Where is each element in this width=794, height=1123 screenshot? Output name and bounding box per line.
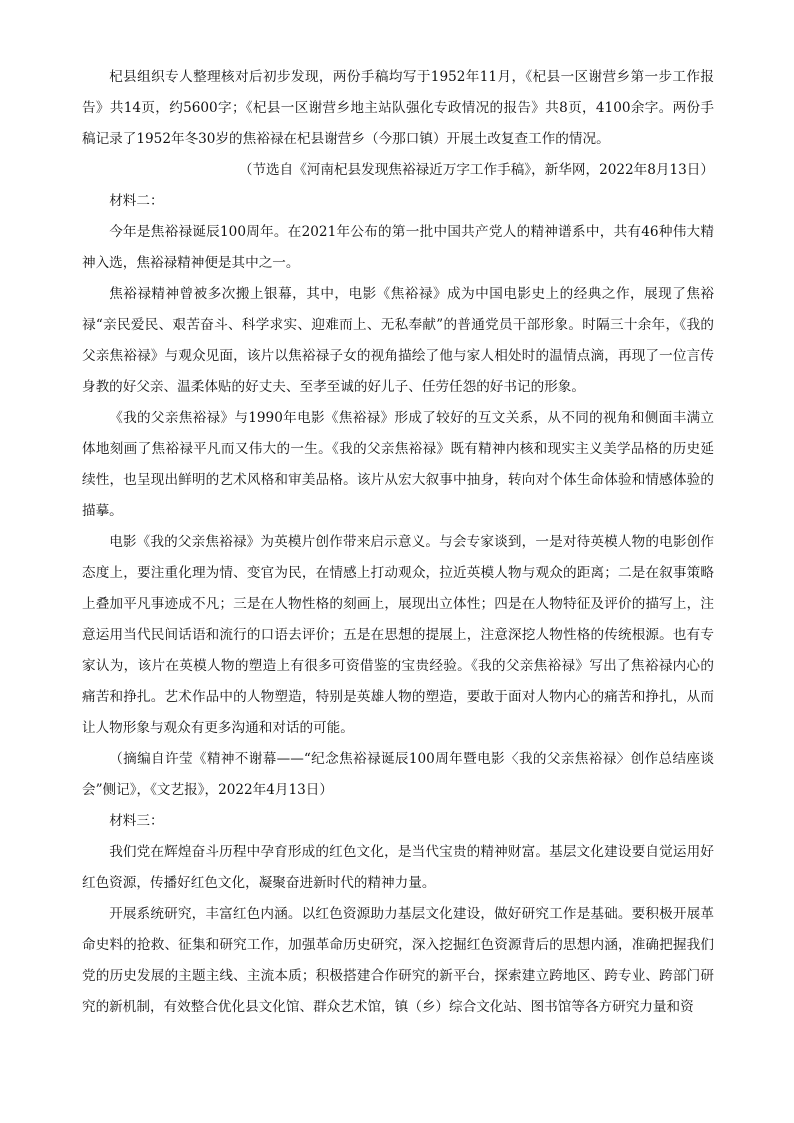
paragraph-systematic-research: 开展系统研究，丰富红色内涵。以红色资源助力基层文化建设，做好研究工作是基础。要积极开展革命史料的抢救、征集和研究工作，加强革命历史研究，深入挖掘红色资源背后的思想内涵，准确把握我们党的历史发展的主题主线、主流本质；积极搭建合作研究的新平台，探索建立跨地区、跨专业、跨部门研究的新机制，有效整合优化县文化馆、群众艺术馆，镇（乡）综合文化站、图书馆等各方研究力量和资 bbox=[82, 906, 714, 1015]
paragraph-film-history: 焦裕禄精神曾被多次搬上银幕，其中，电影《焦裕禄》成为中国电影史上的经典之作，展现了焦裕禄“亲民爱民、艰苦奋斗、科学求实、迎难而上、无私奉献”的普通党员干部形象。时隔三十余年，《我的父亲焦裕禄》与观众见面，该片以焦裕禄子女的视角描绘了他与家人相处时的温情点滴，再现了一位言传身教的好父亲、温柔体贴的好丈夫、至孝至诚的好儿子、任劳任怨的好书记的形象。 bbox=[82, 286, 714, 395]
source-citation-material-one: （节选自《河南杞县发现焦裕禄近万字工作手稿》，新华网，2022年8月13日） bbox=[238, 162, 714, 178]
paragraph-expert-views: 电影《我的父亲焦裕禄》为英模片创作带来启示意义。与会专家谈到，一是对待英模人物的电影创作态度上，要注重化理为情、变官为民，在情感上打动观众，拉近英模人物与观众的距离；二是在叙事策略上叠加平凡事迹成不凡；三是在人物性格的刻画上，展现出立体性；四是在人物特征及评价的描写上，注意运用当代民间话语和流行的口语去评价；五是在思想的提展上，注意深挖人物性格的传统根源。也有专家认为，该片在英模人物的塑造上有很多可资借鉴的宝贵经验。《我的父亲焦裕禄》写出了焦裕禄内心的痛苦和挣扎。艺术作品中的人物塑造，特别是英雄人物的塑造，要敢于面对人物内心的痛苦和挣扎，从而让人物形象与观众有更多沟通和对话的可能。 bbox=[82, 534, 714, 736]
paragraph-centenary: 今年是焦裕禄诞辰100周年。在2021年公布的第一批中国共产党人的精神谱系中，共有46种伟大精神入选，焦裕禄精神便是其中之一。 bbox=[82, 224, 714, 271]
material-two-label: 材料二： bbox=[109, 193, 164, 209]
paragraph-intertextuality: 《我的父亲焦裕禄》与1990年电影《焦裕禄》形成了较好的互文关系，从不同的视角和侧面丰满立体地刻画了焦裕禄平凡而又伟大的一生。《我的父亲焦裕禄》既有精神内核和现实主义美学品格的历史延续性，也呈现出鲜明的艺术风格和审美品格。该片从宏大叙事中抽身，转向对个体生命体验和情感体验的描摹。 bbox=[82, 410, 714, 519]
paragraph-manuscript-discovery: 杞县组织专人整理核对后初步发现，两份手稿均写于1952年11月，《杞县一区谢营乡第一步工作报告》共14页，约5600字；《杞县一区谢营乡地主站队强化专政情况的报告》共8页，4100余字。两份手稿记录了1952年冬30岁的焦裕禄在杞县谢营乡（今那口镇）开展土改复查工作的情况。 bbox=[82, 69, 714, 147]
document-page bbox=[82, 62, 714, 1023]
paragraph-red-culture: 我们党在辉煌奋斗历程中孕育形成的红色文化，是当代宝贵的精神财富。基层文化建设要自觉运用好红色资源，传播好红色文化，凝聚奋进新时代的精神力量。 bbox=[82, 844, 714, 891]
source-citation-material-two: （摘编自许莹《精神不谢幕——“纪念焦裕禄诞辰100周年暨电影〈我的父亲焦裕禄〉创作总结座谈会”侧记》，《文艺报》，2022年4月13日） bbox=[82, 751, 714, 798]
material-three-label: 材料三： bbox=[109, 813, 164, 829]
